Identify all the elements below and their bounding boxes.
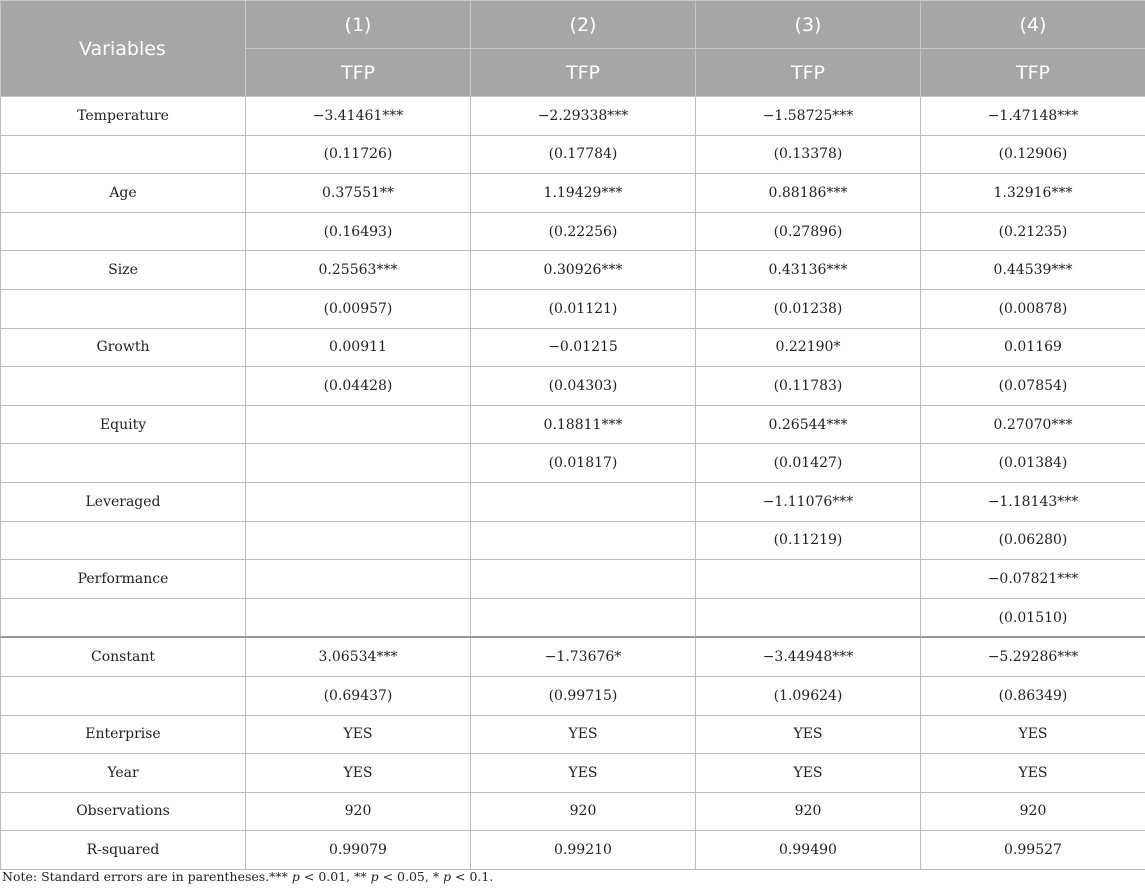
cell-col-1: (0.04428) xyxy=(246,367,471,406)
cell-col-2: YES xyxy=(471,754,696,793)
cell-col-1: (0.11726) xyxy=(246,135,471,174)
cell-col-2: −2.29338*** xyxy=(471,97,696,136)
header-col-1: (1) xyxy=(246,1,471,49)
cell-col-3: (0.11219) xyxy=(696,521,921,560)
note-t3: < 0.1. xyxy=(451,869,494,884)
cell-col-1: 920 xyxy=(246,792,471,831)
cell-col-3 xyxy=(696,560,921,599)
cell-col-4: (0.21235) xyxy=(921,212,1145,251)
note-t2: < 0.05, * xyxy=(378,869,444,884)
cell-col-2: 0.30926*** xyxy=(471,251,696,290)
cell-col-2: 0.99210 xyxy=(471,831,696,870)
cell-col-1: (0.16493) xyxy=(246,212,471,251)
cell-col-4: (0.07854) xyxy=(921,367,1145,406)
table-row xyxy=(1,135,1145,174)
table-header xyxy=(1,1,1145,97)
table-row xyxy=(1,831,1145,870)
table-row xyxy=(1,482,1145,521)
cell-col-4: −1.47148*** xyxy=(921,97,1145,136)
cell-col-3: 0.88186*** xyxy=(696,174,921,213)
cell-col-1: (0.69437) xyxy=(246,676,471,715)
cell-col-1: 0.99079 xyxy=(246,831,471,870)
row-label xyxy=(1,135,246,174)
table-row xyxy=(1,444,1145,483)
cell-col-3: 0.22190* xyxy=(696,328,921,367)
table-row xyxy=(1,792,1145,831)
cell-col-3: −3.44948*** xyxy=(696,637,921,676)
cell-col-4: (0.86349) xyxy=(921,676,1145,715)
row-label: Leveraged xyxy=(1,482,246,521)
cell-col-1 xyxy=(246,482,471,521)
cell-col-2: (0.01121) xyxy=(471,289,696,328)
table-note xyxy=(2,869,493,884)
cell-col-2: 920 xyxy=(471,792,696,831)
row-label: Age xyxy=(1,174,246,213)
cell-col-3: (1.09624) xyxy=(696,676,921,715)
cell-col-2: (0.99715) xyxy=(471,676,696,715)
cell-col-3 xyxy=(696,598,921,637)
cell-col-4: YES xyxy=(921,715,1145,754)
header-dep-3: TFP xyxy=(696,49,921,97)
cell-col-1: 0.37551** xyxy=(246,174,471,213)
row-label: Observations xyxy=(1,792,246,831)
cell-col-3: YES xyxy=(696,715,921,754)
cell-col-2 xyxy=(471,560,696,599)
cell-col-4: (0.06280) xyxy=(921,521,1145,560)
row-label: R-squared xyxy=(1,831,246,870)
table-row xyxy=(1,212,1145,251)
cell-col-4: 0.99527 xyxy=(921,831,1145,870)
table-row xyxy=(1,676,1145,715)
cell-col-3: 920 xyxy=(696,792,921,831)
cell-col-4: (0.00878) xyxy=(921,289,1145,328)
row-label xyxy=(1,289,246,328)
cell-col-2: (0.17784) xyxy=(471,135,696,174)
header-dep-2: TFP xyxy=(471,49,696,97)
cell-col-2: (0.04303) xyxy=(471,367,696,406)
table-row xyxy=(1,754,1145,793)
note-prefix: Note: Standard errors are in parentheses.*** xyxy=(2,869,292,884)
cell-col-2 xyxy=(471,598,696,637)
note-t1: < 0.01, ** xyxy=(299,869,371,884)
table-row xyxy=(1,174,1145,213)
row-label xyxy=(1,212,246,251)
cell-col-2 xyxy=(471,482,696,521)
row-label xyxy=(1,598,246,637)
table-row xyxy=(1,715,1145,754)
cell-col-3: 0.26544*** xyxy=(696,405,921,444)
cell-col-1: 0.25563*** xyxy=(246,251,471,290)
header-dep-1: TFP xyxy=(246,49,471,97)
cell-col-3: 0.43136*** xyxy=(696,251,921,290)
cell-col-1: (0.00957) xyxy=(246,289,471,328)
cell-col-4: 1.32916*** xyxy=(921,174,1145,213)
cell-col-1: 3.06534*** xyxy=(246,637,471,676)
cell-col-4: −5.29286*** xyxy=(921,637,1145,676)
cell-col-2: −0.01215 xyxy=(471,328,696,367)
cell-col-4: −0.07821*** xyxy=(921,560,1145,599)
note-p-1: p xyxy=(291,869,300,884)
table-body xyxy=(1,97,1145,870)
table-row xyxy=(1,637,1145,676)
cell-col-2: −1.73676* xyxy=(471,637,696,676)
row-label: Year xyxy=(1,754,246,793)
cell-col-1 xyxy=(246,521,471,560)
row-label: Temperature xyxy=(1,97,246,136)
row-label xyxy=(1,444,246,483)
cell-col-1: 0.00911 xyxy=(246,328,471,367)
cell-col-4: YES xyxy=(921,754,1145,793)
cell-col-1 xyxy=(246,405,471,444)
header-dep-4: TFP xyxy=(921,49,1145,97)
header-col-3: (3) xyxy=(696,1,921,49)
cell-col-4: 0.27070*** xyxy=(921,405,1145,444)
table-row xyxy=(1,328,1145,367)
table-row xyxy=(1,405,1145,444)
row-label xyxy=(1,367,246,406)
row-label: Performance xyxy=(1,560,246,599)
table-row xyxy=(1,289,1145,328)
cell-col-2: YES xyxy=(471,715,696,754)
row-label xyxy=(1,676,246,715)
note-p-3: p xyxy=(443,869,452,884)
row-label: Equity xyxy=(1,405,246,444)
cell-col-3: −1.11076*** xyxy=(696,482,921,521)
cell-col-3: (0.11783) xyxy=(696,367,921,406)
cell-col-1: YES xyxy=(246,754,471,793)
cell-col-3: (0.01238) xyxy=(696,289,921,328)
table-row xyxy=(1,367,1145,406)
cell-col-1: YES xyxy=(246,715,471,754)
cell-col-3: (0.27896) xyxy=(696,212,921,251)
cell-col-2: (0.22256) xyxy=(471,212,696,251)
cell-col-4: 920 xyxy=(921,792,1145,831)
cell-col-2: (0.01817) xyxy=(471,444,696,483)
header-variables: Variables xyxy=(1,1,246,97)
header-col-4: (4) xyxy=(921,1,1145,49)
row-label: Enterprise xyxy=(1,715,246,754)
cell-col-3: YES xyxy=(696,754,921,793)
cell-col-1 xyxy=(246,444,471,483)
note-p-2: p xyxy=(370,869,379,884)
cell-col-1 xyxy=(246,560,471,599)
row-label xyxy=(1,521,246,560)
cell-col-4: (0.01510) xyxy=(921,598,1145,637)
cell-col-4: (0.01384) xyxy=(921,444,1145,483)
cell-col-2 xyxy=(471,521,696,560)
cell-col-2: 0.18811*** xyxy=(471,405,696,444)
row-label: Size xyxy=(1,251,246,290)
cell-col-1: −3.41461*** xyxy=(246,97,471,136)
cell-col-4: 0.44539*** xyxy=(921,251,1145,290)
cell-col-4: (0.12906) xyxy=(921,135,1145,174)
header-row-columns xyxy=(1,1,1145,49)
row-label: Constant xyxy=(1,637,246,676)
cell-col-3: −1.58725*** xyxy=(696,97,921,136)
table-row xyxy=(1,251,1145,290)
table-row xyxy=(1,97,1145,136)
cell-col-4: −1.18143*** xyxy=(921,482,1145,521)
cell-col-1 xyxy=(246,598,471,637)
table-row xyxy=(1,521,1145,560)
cell-col-3: (0.13378) xyxy=(696,135,921,174)
cell-col-4: 0.01169 xyxy=(921,328,1145,367)
cell-col-2: 1.19429*** xyxy=(471,174,696,213)
table-row xyxy=(1,598,1145,637)
row-label: Growth xyxy=(1,328,246,367)
header-col-2: (2) xyxy=(471,1,696,49)
cell-col-3: 0.99490 xyxy=(696,831,921,870)
cell-col-3: (0.01427) xyxy=(696,444,921,483)
table-row xyxy=(1,560,1145,599)
